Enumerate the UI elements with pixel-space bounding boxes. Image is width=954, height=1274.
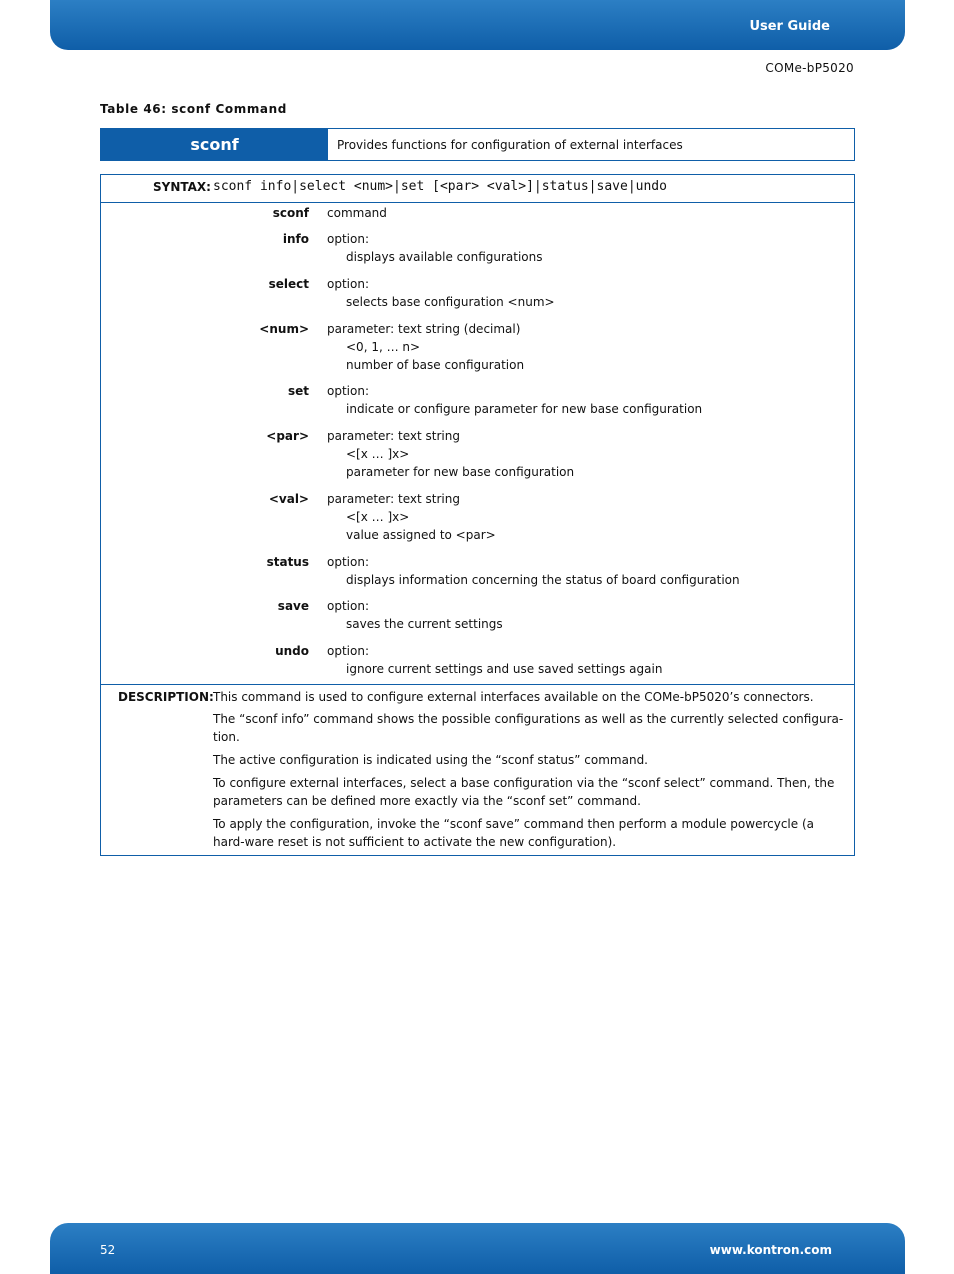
parameter-detail: parameter for new base configuration [346, 465, 575, 479]
parameter-detail: indicate or configure parameter for new base configuration [346, 402, 703, 416]
parameter-type: parameter: text string [327, 429, 460, 443]
parameter-name: select [268, 277, 309, 291]
website-link[interactable]: www.kontron.com [709, 1243, 832, 1257]
header-title: User Guide [749, 19, 830, 34]
parameter-detail: displays available configurations [346, 250, 543, 264]
parameter-detail: number of base configuration [346, 358, 525, 372]
parameter-type: command [327, 206, 387, 220]
parameter-type: parameter: text string [327, 492, 460, 506]
footer-bar [50, 1223, 905, 1274]
command-summary: Provides functions for configuration of external interfaces [337, 137, 683, 152]
parameter-type: option: [327, 384, 369, 398]
parameter-detail: value assigned to <par> [346, 528, 496, 542]
parameter-detail: displays information concerning the status of board configuration [346, 573, 740, 587]
header-bar [50, 0, 905, 50]
parameter-name: <par> [266, 429, 309, 443]
description-label: DESCRIPTION: [118, 690, 214, 704]
parameter-detail: <[x … ]x> [346, 510, 410, 524]
parameter-detail: selects base configuration <num> [346, 295, 555, 309]
syntax-row [101, 175, 854, 203]
description-paragraph: To apply the configuration, invoke the “sconf save” command then perform a module powercycle (a hard-ware reset is not sufficient to activate the new configuration). [213, 817, 814, 849]
description-paragraph: This command is used to configure external interfaces available on the COMe-bP5020’s connectors. [213, 690, 814, 704]
parameter-detail: <0, 1, … n> [346, 340, 421, 354]
parameter-name: info [282, 232, 309, 246]
parameter-type: option: [327, 277, 369, 291]
page-number: 52 [100, 1243, 116, 1257]
syntax-label: SYNTAX: [153, 180, 211, 194]
syntax-code: sconf info|select <num>|set [<par> <val>]|status|save|undo [213, 179, 667, 194]
table-caption: Table 46: sconf Command [100, 102, 287, 116]
parameter-type: parameter: text string (decimal) [327, 322, 521, 336]
parameter-name: sconf [272, 206, 309, 220]
parameter-detail: saves the current settings [346, 617, 503, 631]
parameter-type: option: [327, 555, 369, 569]
parameter-name: set [287, 384, 309, 398]
parameter-name: <val> [268, 492, 309, 506]
parameter-type: option: [327, 644, 369, 658]
description-paragraph: To configure external interfaces, select a base configuration via the “sconf select” command. Then, the parameters can be defined more exactly via the “sconf set” command. [213, 776, 835, 808]
parameter-name: undo [275, 644, 309, 658]
parameter-name: <num> [259, 322, 309, 336]
parameter-type: option: [327, 232, 369, 246]
command-summary-box [100, 128, 855, 161]
parameter-type: option: [327, 599, 369, 613]
document-id: COMe-bP5020 [765, 61, 854, 75]
description-paragraph: The “sconf info” command shows the possible configurations as well as the currently selected configura-tion. [213, 712, 844, 744]
parameter-detail: <[x … ]x> [346, 447, 410, 461]
description-divider [101, 684, 854, 685]
command-detail-table [100, 174, 855, 856]
parameter-name: save [277, 599, 309, 613]
command-name: sconf [101, 129, 328, 160]
parameter-detail: ignore current settings and use saved settings again [346, 662, 663, 676]
description-paragraph: The active configuration is indicated using the “sconf status” command. [213, 753, 648, 767]
parameter-name: status [266, 555, 309, 569]
